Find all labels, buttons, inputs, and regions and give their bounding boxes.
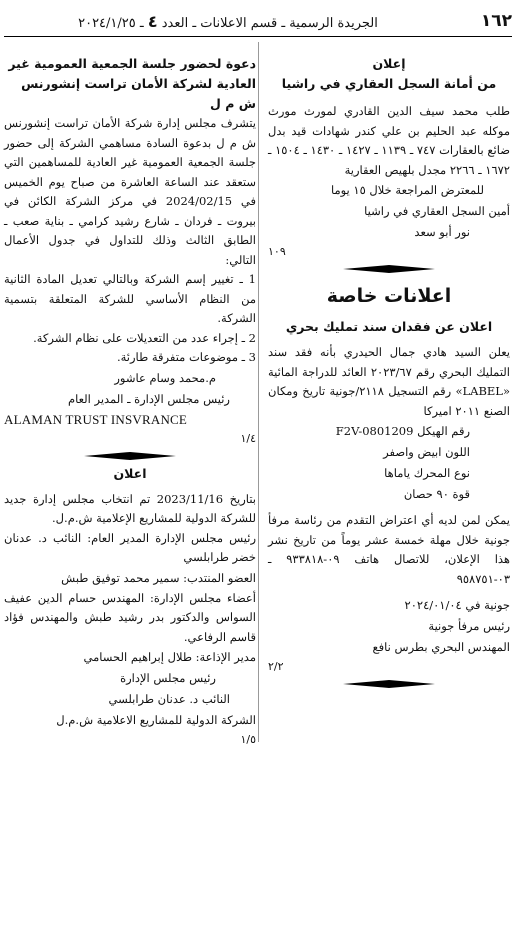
agenda-item: 2 ـ إجراء عدد من التعديلات على نظام الشركة. [33, 330, 256, 345]
objection-text: يمكن لمن لديه أي اعتراض التقدم من رئاسة مرفأ جونية خلال مهلة خمسة عشر يوماً من تاريخ نشر هذا الإعلان، للاتصال هاتف ٠٩-٩٣٣٨١٨ ـ ٠٣-٩٥٨٧٥١ [268, 513, 510, 586]
notice-body: بتاريخ 2023/11/16 تم انتخاب مجلس إدارة جديد للشركة الدولية للمشاريع الإعلامية ش.م.ل. [4, 491, 256, 525]
notice-ref: ١/٤ [240, 431, 256, 445]
section-separator [4, 448, 256, 464]
notice-subtitle: من أمانة السجل العقاري في راشيا [281, 76, 497, 91]
separator-ornament-icon [84, 451, 176, 461]
left-column [4, 42, 256, 945]
column-divider [258, 42, 259, 742]
notice-title: إعلان [372, 56, 406, 71]
issue-date: ـ ٢٠٢٤/١/٢٥ [78, 15, 144, 31]
page-header [4, 8, 512, 34]
radio-director: مدير الإذاعة: طلال إبراهيم الحسامي [83, 650, 256, 664]
company-latin-name: ALAMAN TRUST INSVRANCE [4, 411, 188, 427]
page-number: ١٦٢ [480, 11, 512, 31]
notice-ref: ١٠٩ [268, 245, 286, 258]
notice-date: جونية في ٢٠٢٤/٠١/٠٤ [404, 598, 510, 612]
notice-body: طلب محمد سيف الدين القادري لمورث مورث موكله عبد الحليم بن علي كندر شهادات قيد بدل ضائع بالعقارات ٧٤٧ ـ ١١٣٩ ـ ١٤٢٧ ـ ١٤٣٠ ـ ١٥٠٤ ـ ١٦٧٢ ـ ٢٢٦٦ مجدل بلهيص العقارية [268, 104, 511, 177]
signer-company: الشركة الدولية للمشاريع الاعلامية ش.م.ل [56, 713, 256, 727]
notice-ref: ١/٥ [240, 733, 256, 746]
signer-name: م.محمد وسام عاشور [114, 370, 216, 385]
engine-type: نوع المحرك ياماها [384, 466, 470, 480]
section-title: اعلانات خاصة [326, 285, 452, 307]
notice-title: اعلان عن فقدان سند تمليك بحري [285, 319, 493, 334]
signer-name: نور أبو سعد [414, 225, 470, 239]
header-rule [4, 36, 512, 37]
agenda-item: 1 ـ تغيير إسم الشركة وبالتالي تعديل المادة الثانية من النظام الأساسي للشركة المتعلقة بتسمية الشركة. [4, 272, 256, 325]
chairman-line: رئيس مجلس الإدارة المدير العام: النائب د. عدنان خضر طرابلسي [4, 530, 256, 564]
signer-title: رئيس مجلس الإدارة [120, 671, 216, 685]
engine-power: قوة ٩٠ حصان [403, 487, 470, 501]
running-title [4, 12, 452, 31]
signer-title: أمين السجل العقاري في راشيا [364, 204, 510, 218]
notice-title: اعلان [113, 465, 147, 481]
hull-number: رقم الهيكل F2V-0801209 [335, 424, 470, 438]
issue-number: ٤ [147, 11, 158, 31]
section-separator [268, 261, 510, 277]
running-title-text: الجريدة الرسمية ـ قسم الاعلانات ـ العدد [161, 15, 378, 31]
section-separator [268, 676, 510, 692]
notice-title-continued: العادية لشركة الأمان تراست إنشورنس ش م ل [21, 76, 256, 111]
signer-title: رئيس مرفأ جونية [428, 619, 510, 633]
agenda-item: 3 ـ موضوعات متفرقة طارئة. [116, 350, 256, 364]
signer-name: المهندس البحري بطرس نافع [372, 640, 510, 654]
signer-name: النائب د. عدنان طرابلسي [108, 692, 230, 706]
separator-ornament-icon [343, 264, 435, 274]
signer-title: رئيس مجلس الإدارة ـ المدير العام [67, 391, 230, 406]
board-members: أعضاء مجلس الإدارة: المهندس حسام الدين عفيف السواس والدكتور بدر رشيد طبش والمهندس فؤاد قاسم الرفاعي. [4, 590, 256, 644]
managing-director: العضو المنتدب: سمير محمد توفيق طبش [61, 570, 256, 585]
right-column [268, 42, 510, 945]
notice-body: يعلن السيد هادي جمال الحيدري بأنه فقد سند التمليك البحري رقم ٢٠٢٣/٦٧ العائد للدراجة المائية «LABEL» رقم التسجيل ٢١١٨/جونية تاريخ ومكان الصنع ٢٠١١ اميركا [268, 345, 510, 418]
notice-body: يتشرف مجلس إدارة شركة الأمان تراست إنشورنس ش م ل بدعوة السادة مساهمي الشركة إلى حضور جلسة الجمعية العمومية غير العادية للمساهمين التي ستعقد عند الساعة العاشرة من صباح يوم الخميس في 2024/02/15 في مركز الشركة الكائن في بيروت ـ فردان ـ شارع رشيد كرامي ـ بناية صعب ـ الطابق الثالث وذلك للتداول في جدول الأعمال التالي: [4, 116, 256, 267]
notice-deadline: للمعترض المراجعة خلال ١٥ يوما [330, 183, 484, 197]
notice-title: دعوة لحضور جلسة الجمعية العمومية غير [8, 56, 256, 71]
vessel-color: اللون ابيض واصفر [383, 445, 470, 459]
notice-ref: ٢/٢ [268, 660, 284, 673]
separator-ornament-icon [343, 679, 435, 689]
